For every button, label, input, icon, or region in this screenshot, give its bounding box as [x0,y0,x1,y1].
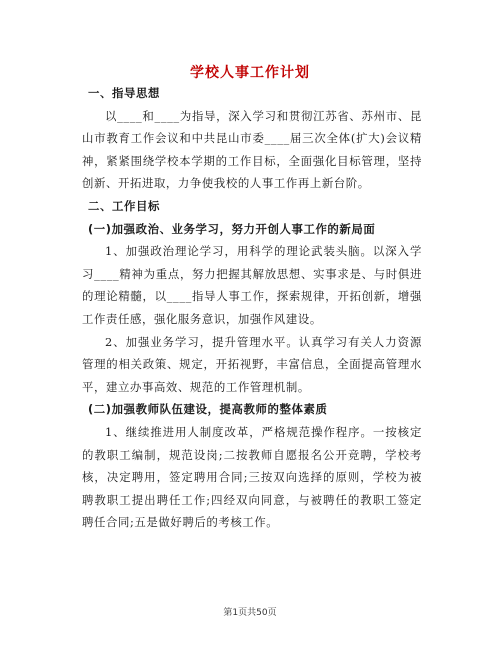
subsection-heading-teacher-team: (二)加强教师队伍建设，提高教师的整体素质 [88,402,328,417]
paragraph-business-study: 2、加强业务学习，提升管理水平。认真学习有关人力资源管理的相关政策、规定，开拓视野，丰富信息，全面提高管理水平，建立办事高效、规范的工作管理机制。 [82,334,422,394]
section-heading-guiding-ideology: 一、指导思想 [88,86,160,100]
section-heading-work-goals: 二、工作目标 [88,198,160,213]
paragraph-political-study: 1、加强政治理论学习，用科学的理论武装头脑。以深入学习____精神为重点，努力把握其解放思想、实事求是、与时俱进的理论精髓，以____指导人事工作，探索规律，开拓创新，增强工作责任感，强化服务意识，加强作风建设。 [82,244,422,326]
paragraph-guiding-ideology: 以____和____为指导，深入学习和贯彻江苏省、苏州市、昆山市教育工作会议和中共昆山市委____届三次全体(扩大)会议精神，紧紧围绕学校本学期的工作目标，全面强化目标管理，坚持创新、开拓进取，力争使我校的人事工作再上新台阶。 [82,108,422,191]
paragraph-employment-reform: 1、继续推进用人制度改革，严格规范操作程序。一按核定的教职工编制，规范设岗;二按教师自愿报名公开竞聘，学校考核，决定聘用，签定聘用合同;三按双向选择的原则，学校为被聘教职工提出聘任工作;四经双向同意，与被聘任的教职工签定聘任合同;五是做好聘后的考核工作。 [82,424,422,530]
document-body [82,82,422,534]
page-footer: 第1页共50页 [223,608,277,618]
subsection-heading-study: (一)加强政治、业务学习，努力开创人事工作的新局面 [88,221,376,236]
document-title: 学校人事工作计划 [190,65,310,81]
